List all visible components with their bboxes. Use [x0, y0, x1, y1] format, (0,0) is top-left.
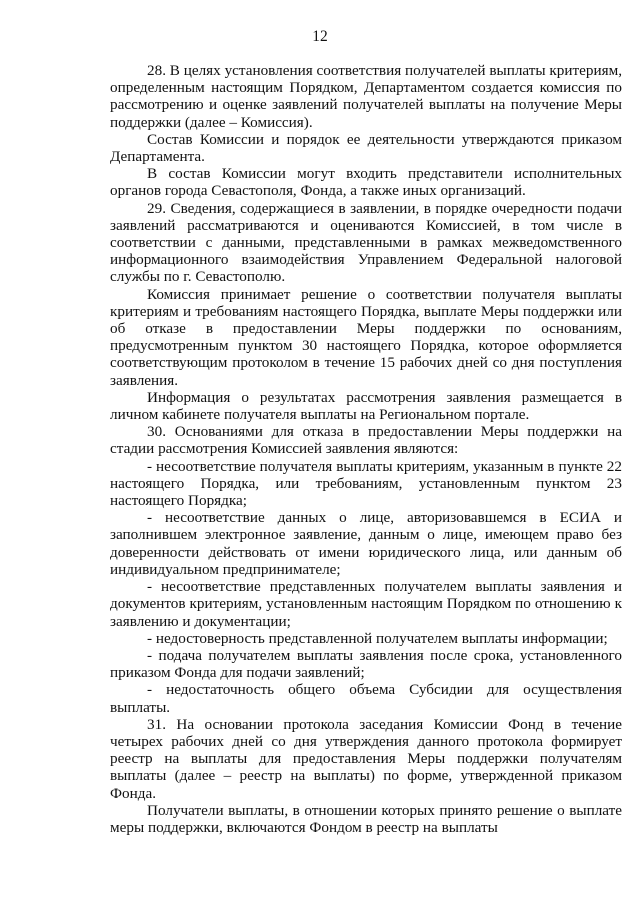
paragraph-29: 29. Сведения, содержащиеся в заявлении, в порядке очередности подачи заявлений рассматриваются и оцениваются Комиссией, в том числе в соответствии с данными, представленными в рамках межведомственного информационного взаимодействия Управлением Федеральной налоговой службы по г. Севастополю.: [110, 199, 622, 286]
list-item: - несоответствие данных о лице, авторизовавшемся в ЕСИА и заполнившем электронное заявление, данным о лице, имеющем право без доверенности действовать от имени юридического лица, или данным об индивидуальном предпринимателе;: [110, 509, 622, 578]
paragraph-commission-members: В состав Комиссии могут входить представители исполнительных органов города Севастополя, Фонда, а также иных организаций.: [110, 165, 622, 200]
list-item: - подача получателем выплаты заявления после срока, установленного приказом Фонда для подачи заявлений;: [110, 646, 622, 682]
page-number: 12: [312, 28, 328, 45]
document-body: [110, 62, 622, 836]
paragraph-30: 30. Основаниями для отказа в предоставлении Меры поддержки на стадии рассмотрения Комиссией заявления являются:: [110, 423, 622, 458]
paragraph-commission-composition: Состав Комиссии и порядок ее деятельности утверждаются приказом Департамента.: [110, 130, 622, 166]
paragraph-31: 31. На основании протокола заседания Комиссии Фонд в течение четырех рабочих дней со дня утверждения данного протокола формирует реестр на выплаты для предоставления Меры поддержки получателям выплаты (далее – реестр на выплаты) по форме, утвержденной приказом Фонда.: [110, 715, 622, 802]
list-item: - несоответствие получателя выплаты критериям, указанным в пункте 22 настоящего Порядка, или требованиям, установленным пунктом 23 настоящего Порядка;: [110, 457, 622, 510]
paragraph-commission-decision: Комиссия принимает решение о соответствии получателя выплаты критериям и требованиям настоящего Порядка, выплате Меры поддержки или об отказе в предоставлении Меры поддержки по основаниям, предусмотренным пунктом 30 настоящего Порядка, которое оформляется соответствующим протоколом в течение 15 рабочих дней со дня поступления заявления.: [110, 285, 622, 389]
paragraph-28: 28. В целях установления соответствия получателей выплаты критериям, определенным настоящим Порядком, Департаментом создается комиссия по рассмотрению и оценке заявлений получателей выплаты на получение Меры поддержки (далее – Комиссия).: [110, 62, 622, 131]
list-item: - несоответствие представленных получателем выплаты заявления и документов критериям, установленным настоящим Порядком по отношению к заявлению и документации;: [110, 578, 622, 630]
list-item: - недостаточность общего объема Субсидии для осуществления выплаты.: [110, 681, 622, 716]
paragraph-results-info: Информация о результатах рассмотрения заявления размещается в личном кабинете получателя выплаты на Региональном портале.: [110, 388, 622, 424]
list-item: - недостоверность представленной получателем выплаты информации;: [147, 629, 608, 647]
paragraph-recipients: Получатели выплаты, в отношении которых принято решение о выплате меры поддержки, включаются Фондом в реестр на выплаты: [110, 801, 622, 836]
